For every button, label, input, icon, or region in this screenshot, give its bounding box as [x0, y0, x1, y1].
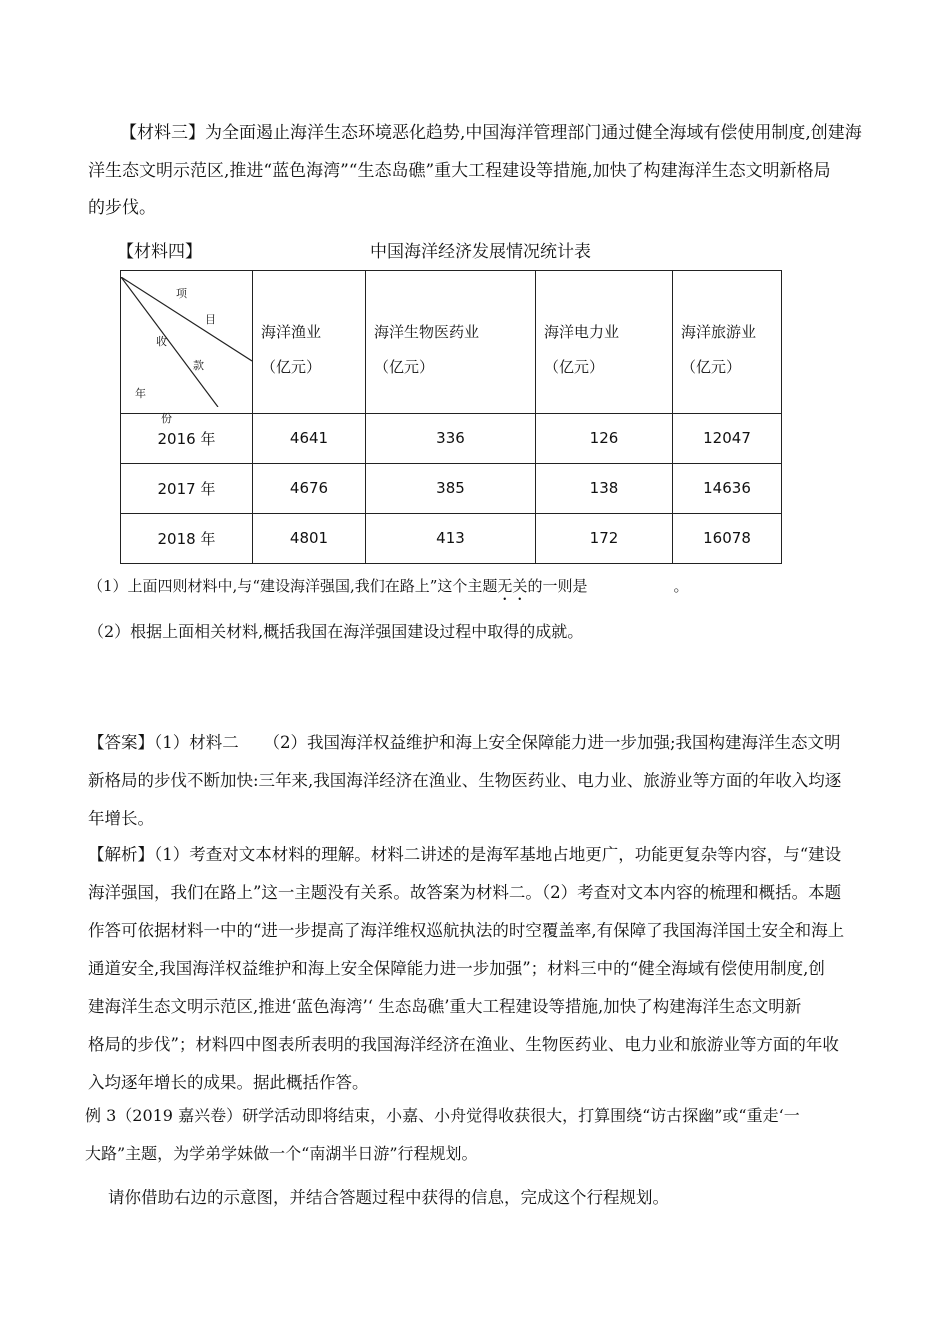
column-header-biomedicine	[366, 271, 536, 414]
analysis-line-7: 入均逐年增长的成果。据此概括作答。	[88, 1073, 369, 1092]
corner-label-item-1: 项	[176, 286, 187, 300]
table-row	[121, 513, 782, 563]
table-row	[121, 463, 782, 513]
column-unit: （亿元）	[544, 358, 605, 376]
table-title: 中国海洋经济发展情况统计表	[370, 242, 591, 262]
ocean-economy-table	[120, 270, 782, 564]
analysis-line-4: 通道安全,我国海洋权益维护和海上安全保障能力进一步加强”；材料三中的“健全海域有偿使用制度,创	[88, 959, 825, 978]
material3-line-2: 洋生态文明示范区,推进“蓝色海湾”“生态岛礁”重大工程建设等措施,加快了构建海洋生态文明新格局	[88, 161, 831, 181]
value-cell: 172	[536, 513, 673, 563]
corner-label-amount-1: 收	[156, 334, 167, 348]
column-name: 海洋电力业	[544, 323, 620, 341]
answer-line-3: 年增长。	[88, 809, 154, 828]
value-cell: 336	[366, 413, 536, 463]
column-header-power	[536, 271, 673, 414]
corner-label-amount-2: 款	[193, 358, 204, 372]
column-name: 海洋旅游业	[681, 323, 757, 341]
question-2: （2）根据上面相关材料,概括我国在海洋强国建设过程中取得的成就。	[88, 622, 584, 641]
answer-line-1: 【答案】（1）材料二 （2）我国海洋权益维护和海上安全保障能力进一步加强;我国构建海洋生态文明	[88, 733, 841, 752]
example3-instruction: 请你借助右边的示意图，并结合答题过程中获得的信息，完成这个行程规划。	[108, 1188, 669, 1207]
column-header-fishery	[253, 271, 366, 414]
column-header-tourism	[673, 271, 782, 414]
question-1-text: （1）上面四则材料中,与“建设海洋强国,我们在路上”这个主题	[88, 577, 498, 595]
question-1-emphasis: 无关	[497, 577, 528, 595]
corner-label-year-1: 年	[135, 386, 146, 400]
analysis-line-5: 建海洋生态文明示范区,推进‘蓝色海湾’‘ 生态岛礁’重大工程建设等措施,加快了构建海洋生态文明新	[88, 997, 802, 1016]
example3-line-1: 例 3（2019 嘉兴卷）研学活动即将结束，小嘉、小舟觉得收获很大，打算围绕“访古探幽”或“重走‘一	[85, 1106, 800, 1125]
column-unit: （亿元）	[681, 358, 742, 376]
corner-label-item-2: 目	[205, 312, 216, 326]
answer-line-2: 新格局的步伐不断加快:三年来,我国海洋经济在渔业、生物医药业、电力业、旅游业等方面的年收入均逐	[88, 771, 842, 790]
material3-line-1: 【材料三】为全面遏止海洋生态环境恶化趋势,中国海洋管理部门通过健全海域有偿使用制度,创建海	[120, 123, 862, 143]
corner-label-year-2: 份	[161, 411, 172, 425]
value-cell: 4676	[253, 463, 366, 513]
question-1	[88, 574, 868, 604]
question-1-text-end: 的一则是	[527, 577, 588, 595]
value-cell: 14636	[673, 463, 782, 513]
analysis-line-3: 作答可依据材料一中的“进一步提高了海洋维权巡航执法的时空覆盖率,有保障了我国海洋国土安全和海上	[88, 921, 845, 940]
table-row	[121, 413, 782, 463]
material4-label: 【材料四】	[117, 242, 202, 262]
column-unit: （亿元）	[261, 358, 322, 376]
column-name: 海洋渔业	[261, 323, 322, 341]
analysis-line-1: 【解析】（1）考查对文本材料的理解。材料二讲述的是海军基地占地更广，功能更复杂等内容，与“建设	[88, 845, 842, 864]
value-cell: 16078	[673, 513, 782, 563]
column-unit: （亿元）	[374, 358, 435, 376]
value-cell: 126	[536, 413, 673, 463]
value-cell: 138	[536, 463, 673, 513]
corner-cell	[121, 271, 253, 425]
value-cell: 12047	[673, 413, 782, 463]
year-cell: 2017 年	[121, 463, 253, 513]
value-cell: 385	[366, 463, 536, 513]
analysis-line-2: 海洋强国，我们在路上”这一主题没有关系。故答案为材料二。（2）考查对文本内容的梳理和概括。本题	[88, 883, 842, 902]
example3-line-2: 大路”主题，为学弟学妹做一个“南湖半日游”行程规划。	[85, 1144, 478, 1163]
table-header-row	[121, 271, 782, 414]
year-cell: 2018 年	[121, 513, 253, 563]
value-cell: 4641	[253, 413, 366, 463]
analysis-line-6: 格局的步伐”；材料四中图表所表明的我国海洋经济在渔业、生物医药业、电力业和旅游业等方面的年收	[88, 1035, 839, 1054]
value-cell: 413	[366, 513, 536, 563]
material3-line-3: 的步伐。	[88, 198, 156, 218]
question-1-period: 。	[673, 577, 689, 595]
year-cell: 2016 年	[121, 413, 253, 463]
column-name: 海洋生物医药业	[374, 323, 480, 341]
value-cell: 4801	[253, 513, 366, 563]
